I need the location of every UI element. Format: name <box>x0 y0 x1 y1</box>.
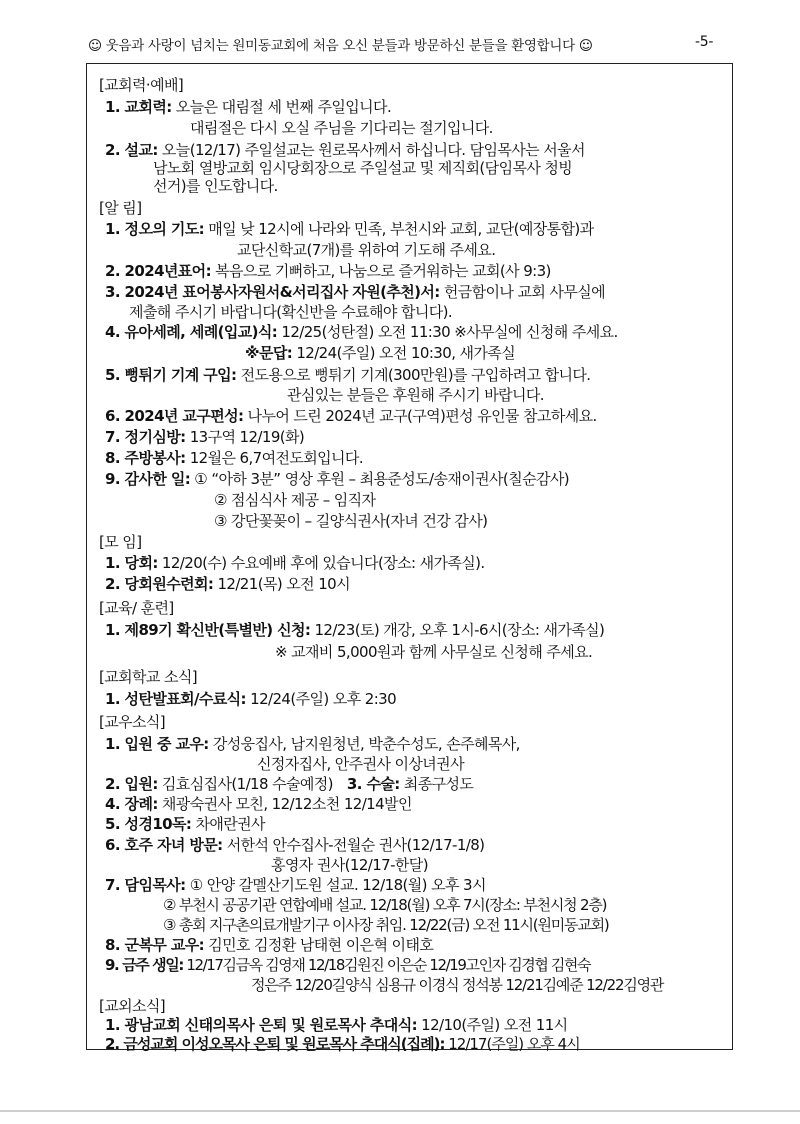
item-text: 12/23(토) 개강, 오후 1시-6시(장소: 새가족실) <box>310 621 605 639</box>
list-item <box>105 406 597 426</box>
item-label: 1. 교회력: <box>105 98 172 116</box>
list-item <box>105 1015 568 1035</box>
item-text: 12/24(주일) 오후 2:30 <box>245 690 397 708</box>
item-label: 1. 제89기 확신반(특별반) 신청: <box>105 621 311 639</box>
list-item <box>105 620 604 640</box>
item-text: 12/20(수) 수요예배 후에 있습니다(장소: 새가족실). <box>157 554 485 572</box>
item-text: 서한석 안수집사-전월순 권사(12/17-1/8) <box>222 836 485 854</box>
item-continuation: ③ 총회 지구촌의료개발기구 이사장 취임. 12/22(금) 오전 11시(원미동교회) <box>163 916 609 934</box>
list-item <box>105 322 618 342</box>
item-label: 2. 설교: <box>105 141 158 159</box>
list-item <box>105 365 590 385</box>
list-item <box>105 574 350 594</box>
item-continuation: 제출해 주시기 바랍니다(확신반을 수료해야 합니다). <box>129 303 453 321</box>
item-label: 1. 정오의 기도: <box>105 220 205 238</box>
item-label: 1. 당회: <box>105 554 158 572</box>
item-continuation: 관심있는 분들은 후원해 주시기 바랍니다. <box>287 386 544 404</box>
item-continuation: ② 부천시 공공기관 연합예배 설교. 12/18(월) 오후 7시(장소: 부천시청 2층) <box>163 896 607 914</box>
item-label: 7. 담임목사: <box>105 876 186 894</box>
item-text: 나누어 드린 2024년 교구(구역)편성 유인물 참고하세요. <box>243 407 597 425</box>
item-label: 9. 금주 생일: <box>105 956 183 974</box>
item-continuation: 남노회 열방교회 임시당회장으로 주일설교 및 제직회(담임목사 청빙 <box>153 159 573 177</box>
item-text: 오늘은 대림절 세 번째 주일입니다. <box>171 98 392 116</box>
section-title-announcements: [알 림] <box>99 199 142 217</box>
item-text: 12월은 6,7여전도회입니다. <box>185 449 363 467</box>
item-label: 4. 유아세례, 세례(입교)식: <box>105 323 278 341</box>
item-label: 5. 뻥튀기 기계 구입: <box>105 366 237 384</box>
list-item <box>105 689 396 709</box>
item-label: 3. 수술: <box>346 775 400 793</box>
welcome-banner: ☺ 웃음과 사랑이 넘치는 원미동교회에 처음 오신 분들과 방문하신 분들을 환영합니다 ☺ <box>88 38 593 54</box>
item-continuation: 대림절은 다시 오실 주님을 기다리는 절기입니다. <box>190 119 493 137</box>
section-title-external-news: [교외소식] <box>99 997 166 1015</box>
list-item <box>105 955 590 975</box>
list-item <box>105 97 391 117</box>
item-text: 헌금함이나 교회 사무실에 <box>439 283 605 301</box>
item-continuation: 신정자집사, 안주권사 이상녀권사 <box>257 755 464 773</box>
item-label: 1. 광남교회 신태의목사 은퇴 및 원로목사 추대식: <box>105 1016 417 1034</box>
item-label: 7. 정기심방: <box>105 428 186 446</box>
list-item <box>105 448 363 468</box>
item-text: 12/24(주일) 오전 10:30, 새가족실 <box>292 344 516 362</box>
item-text: ① “아하 3분” 영상 후원 – 최용준성도/송재이권사(칠순감사) <box>190 470 569 488</box>
item-text: 12/10(주일) 오전 11시 <box>416 1016 568 1034</box>
list-item <box>105 261 551 281</box>
item-label: 1. 입원 중 교우: <box>105 735 209 753</box>
section-title-meetings: [모 임] <box>99 533 142 551</box>
list-item <box>105 774 473 794</box>
section-title-church-school: [교회학교 소식] <box>99 668 198 686</box>
item-text: 12/17김금옥 김영재 12/18김원진 이은순 12/19고인자 김경협 김현숙 <box>182 956 591 974</box>
item-label: 1. 성탄발표회/수료식: <box>105 690 246 708</box>
item-label: 9. 감사한 일: <box>105 470 191 488</box>
item-text: 전도용으로 뻥튀기 기계(300만원)를 구입하려고 합니다. <box>236 366 591 384</box>
list-item <box>105 935 433 955</box>
item-text: 김효심집사(1/18 수술예정) <box>157 775 333 793</box>
item-text: 매일 낮 12시에 나라와 민족, 부천시와 교회, 교단(예장통합)과 <box>204 220 594 238</box>
item-text: 12/17(주일) 오후 4시 <box>444 1035 580 1053</box>
section-title-liturgy: [교회력·예배] <box>99 76 184 94</box>
item-text: 김민호 김정환 남태현 이은혁 이태호 <box>204 936 434 954</box>
item-label: 6. 2024년 교구편성: <box>105 407 244 425</box>
list-item <box>105 469 569 489</box>
item-continuation <box>245 343 515 363</box>
item-label: 4. 장례: <box>105 795 158 813</box>
item-text: 13구역 12/19(화) <box>185 428 305 446</box>
item-text: 최종구성도 <box>399 775 474 793</box>
item-label: 5. 성경10독: <box>105 815 192 833</box>
list-item <box>105 734 520 754</box>
item-text: 강성웅집사, 남지원청년, 박춘수성도, 손주혜목사, <box>208 735 520 753</box>
list-item <box>105 140 585 160</box>
list-item <box>105 875 486 895</box>
item-continuation: 교단신학교(7개)를 위하여 기도해 주세요. <box>237 241 496 259</box>
list-item <box>105 282 605 302</box>
item-text: 12/21(목) 오전 10시 <box>213 575 350 593</box>
bulletin-content-box <box>86 63 733 1053</box>
list-item <box>105 794 412 814</box>
item-text: 복음으로 기뻐하고, 나눔으로 즐거워하는 교회(사 9:3) <box>210 262 551 280</box>
item-continuation: 정은주 12/20길양식 심용규 이경식 정석봉 12/21김예준 12/22김영관 <box>251 976 664 994</box>
item-label: 2. 2024년표어: <box>105 262 211 280</box>
section-title-member-news: [교우소식] <box>99 713 166 731</box>
item-continuation: 홍영자 권사(12/17-한달) <box>271 856 428 874</box>
item-continuation: ② 점심식사 제공 – 임직자 <box>214 491 376 509</box>
item-label: 3. 2024년 표어봉사자원서&서리집사 자원(추천)서: <box>105 283 440 301</box>
item-label: 6. 호주 자녀 방문: <box>105 836 223 854</box>
item-text: 오늘(12/17) 주일설교는 원로목사께서 하십니다. 담임목사는 서울서 <box>157 141 585 159</box>
list-item <box>105 553 485 573</box>
section-title-education: [교육/ 훈련] <box>99 599 174 617</box>
item-continuation: ③ 강단꽃꽂이 – 길양식권사(자녀 건강 감사) <box>214 512 488 530</box>
item-text: 차애란권사 <box>191 815 265 833</box>
item-label: 2. 금성교회 이성오목사 은퇴 및 원로목사 추대식(집례): <box>105 1035 445 1053</box>
item-label: 2. 입원: <box>105 775 158 793</box>
item-text: 12/25(성탄절) 오전 11:30 ※사무실에 신청해 주세요. <box>277 323 618 341</box>
page-bottom-divider <box>0 1110 800 1112</box>
list-item <box>105 1034 580 1054</box>
item-label: 8. 주방봉사: <box>105 449 186 467</box>
item-label: ※문답: <box>245 344 293 362</box>
page-header <box>0 30 800 56</box>
item-text: ① 안양 갈멜산기도원 설교. 12/18(월) 오후 3시 <box>185 876 486 894</box>
item-label: 8. 군복무 교우: <box>105 936 205 954</box>
item-continuation: ※ 교재비 5,000원과 함께 사무실로 신청해 주세요. <box>275 643 593 661</box>
item-continuation: 선거)를 인도합니다. <box>153 177 278 195</box>
item-label: 2. 당회원수련회: <box>105 575 214 593</box>
list-item <box>105 219 594 239</box>
page-number: -5- <box>695 34 714 50</box>
list-item <box>105 814 265 834</box>
item-text: 채광숙권사 모친, 12/12소천 12/14발인 <box>157 795 412 813</box>
list-item <box>105 427 304 447</box>
list-item <box>105 835 484 855</box>
